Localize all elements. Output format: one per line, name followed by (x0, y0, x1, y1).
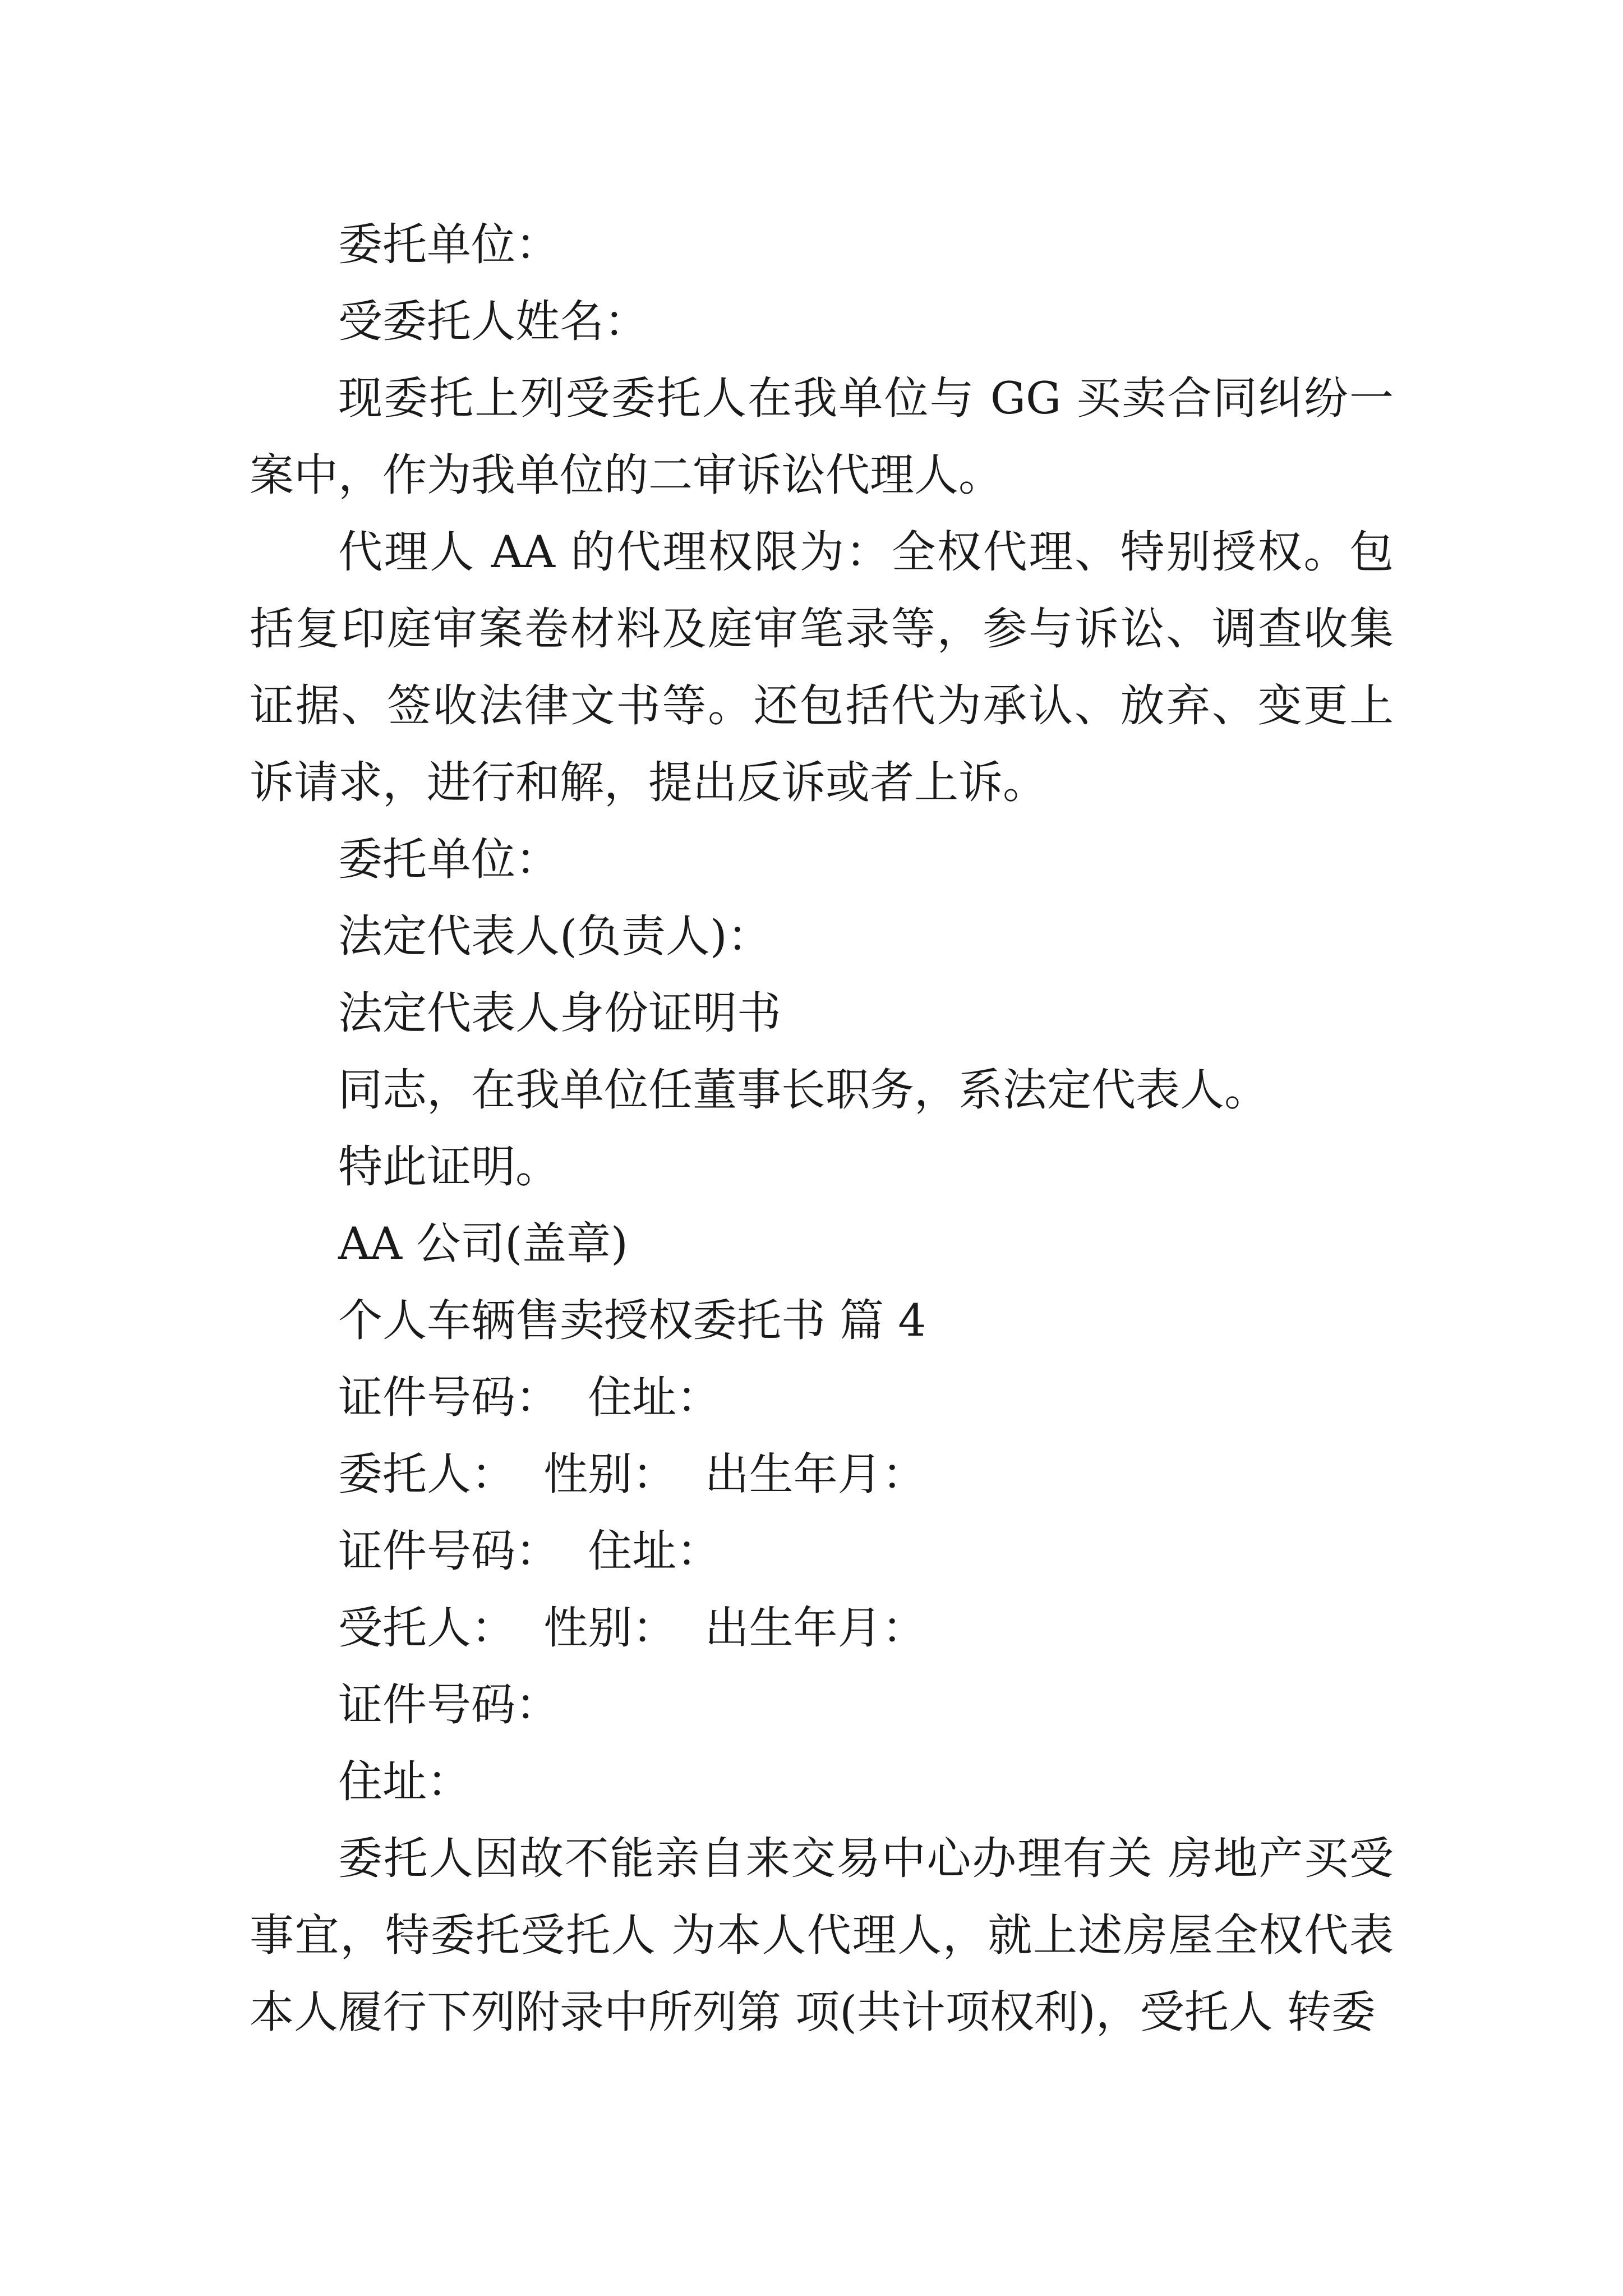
paragraph-id-address: 证件号码： 住址： (338, 1372, 721, 1423)
paragraph-company-seal: AA 公司(盖章) (338, 1218, 628, 1269)
paragraph-principal-info: 委托人： 性别： 出生年月： (338, 1448, 926, 1500)
paragraph-certificate-title: 法定代表人身份证明书 (338, 987, 781, 1039)
section-heading: 个人车辆售卖授权委托书 篇 4 (338, 1295, 926, 1346)
paragraph-agent-info: 受托人： 性别： 出生年月： (338, 1602, 926, 1654)
paragraph-trustee-name: 受委托人姓名： (338, 296, 648, 347)
paragraph-id-number: 证件号码： (338, 1679, 560, 1731)
paragraph-entrusting-unit: 委托单位： (338, 219, 560, 270)
document-body (250, 206, 1394, 2051)
paragraph-agency-authority: 代理人 AA 的代理权限为：全权代理、特别授权。包括复印庭审案卷材料及庭审笔录等，参与诉讼、调查收集证据、签收法律文书等。还包括代为承认、放弃、变更上诉请求，进行和解，提出反诉或者上诉。 (250, 526, 1394, 808)
paragraph-certificate-body: 同志，在我单位任董事长职务，系法定代表人。 (338, 1064, 1269, 1116)
paragraph-delegation-body: 委托人因故不能亲自来交易中心办理有关 房地产买受事宜，特委托受托人 为本人代理人，就上述房屋全权代表本人履行下列附录中所列第 项(共计项权利)，受托人 转委 (250, 1833, 1394, 2038)
paragraph-address: 住址： (338, 1756, 471, 1807)
paragraph-entrusting-unit-2: 委托单位： (338, 834, 560, 885)
paragraph-legal-representative: 法定代表人(负责人)： (338, 910, 772, 962)
paragraph-hereby-certify: 特此证明。 (338, 1141, 560, 1193)
paragraph-id-address-2: 证件号码： 住址： (338, 1525, 721, 1577)
paragraph-entrustment-statement: 现委托上列受委托人在我单位与 GG 买卖合同纠纷一案中，作为我单位的二审诉讼代理人。 (250, 372, 1394, 501)
